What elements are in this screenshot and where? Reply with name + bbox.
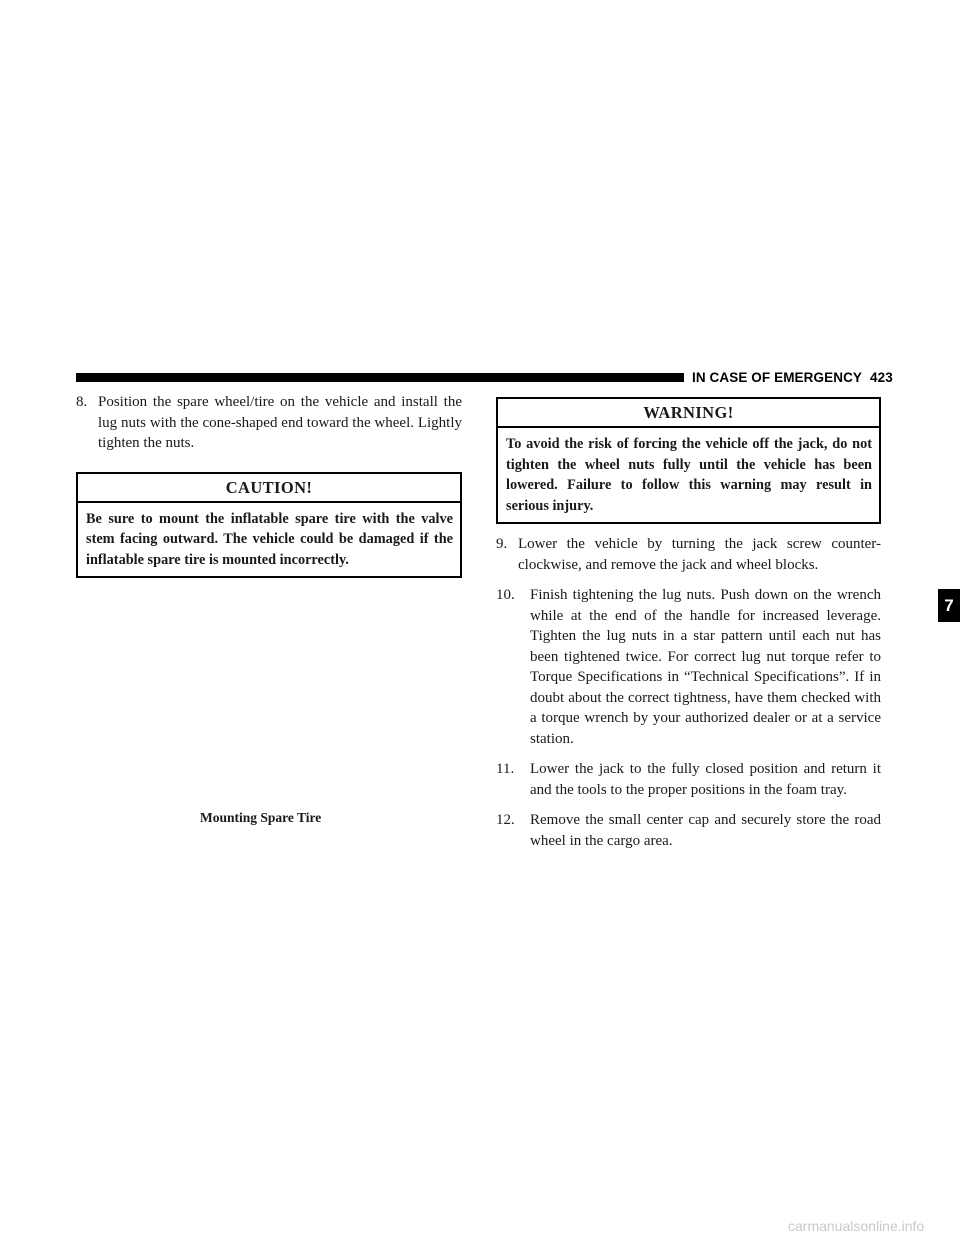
caution-body: Be sure to mount the inflatable spare tire with the valve stem facing outward. The vehicle could be damaged if the inflatable spare tire is mounted incorrectly. bbox=[86, 510, 453, 568]
step-number: 11. bbox=[496, 761, 515, 777]
right-column bbox=[496, 397, 881, 851]
page-number: 423 bbox=[870, 370, 893, 385]
step-10 bbox=[496, 585, 881, 749]
left-column bbox=[76, 392, 462, 578]
step-11 bbox=[496, 759, 881, 800]
running-header bbox=[692, 369, 893, 387]
step-number: 10. bbox=[496, 587, 515, 603]
step-text: Lower the jack to the fully closed position and return it and the tools to the proper positions in the foam tray. bbox=[530, 761, 881, 798]
section-title: IN CASE OF EMERGENCY bbox=[692, 370, 863, 385]
step-12 bbox=[496, 810, 881, 851]
step-text: Lower the vehicle by turning the jack screw counter-clockwise, and remove the jack and wheel blocks. bbox=[518, 536, 881, 573]
step-number: 12. bbox=[496, 812, 515, 828]
footer-watermark[interactable]: carmanualsonline.info bbox=[788, 1218, 925, 1234]
figure-caption: Mounting Spare Tire bbox=[200, 810, 322, 825]
step-number: 8. bbox=[76, 394, 88, 410]
warning-title: WARNING! bbox=[498, 399, 879, 428]
warning-box bbox=[496, 397, 881, 524]
step-number: 9. bbox=[496, 536, 508, 552]
caution-box bbox=[76, 472, 462, 579]
chapter-tab: 7 bbox=[938, 589, 960, 622]
header-rule bbox=[76, 373, 684, 382]
step-text: Finish tightening the lug nuts. Push down on the wrench while at the end of the handle for increased leverage. Tighten the lug nuts in a star pattern until each nut has been tightened twice. For correct lug nut torque refer to Torque Specifications in “Technical Specifications”. If in doubt about the correct tightness, have them checked with a torque wrench by your authorized dealer or at a service station. bbox=[530, 587, 881, 747]
step-text: Position the spare wheel/tire on the vehicle and install the lug nuts with the cone-shaped end toward the wheel. Lightly tighten the nuts. bbox=[98, 394, 462, 451]
step-text: Remove the small center cap and securely store the road wheel in the cargo area. bbox=[530, 812, 881, 849]
step-8 bbox=[76, 392, 462, 454]
step-9 bbox=[496, 534, 881, 575]
caution-title: CAUTION! bbox=[78, 474, 460, 503]
warning-body: To avoid the risk of forcing the vehicle off the jack, do not tighten the wheel nuts fully until the vehicle has been lowered. Failure to follow this warning may result in serious injury. bbox=[506, 436, 872, 514]
